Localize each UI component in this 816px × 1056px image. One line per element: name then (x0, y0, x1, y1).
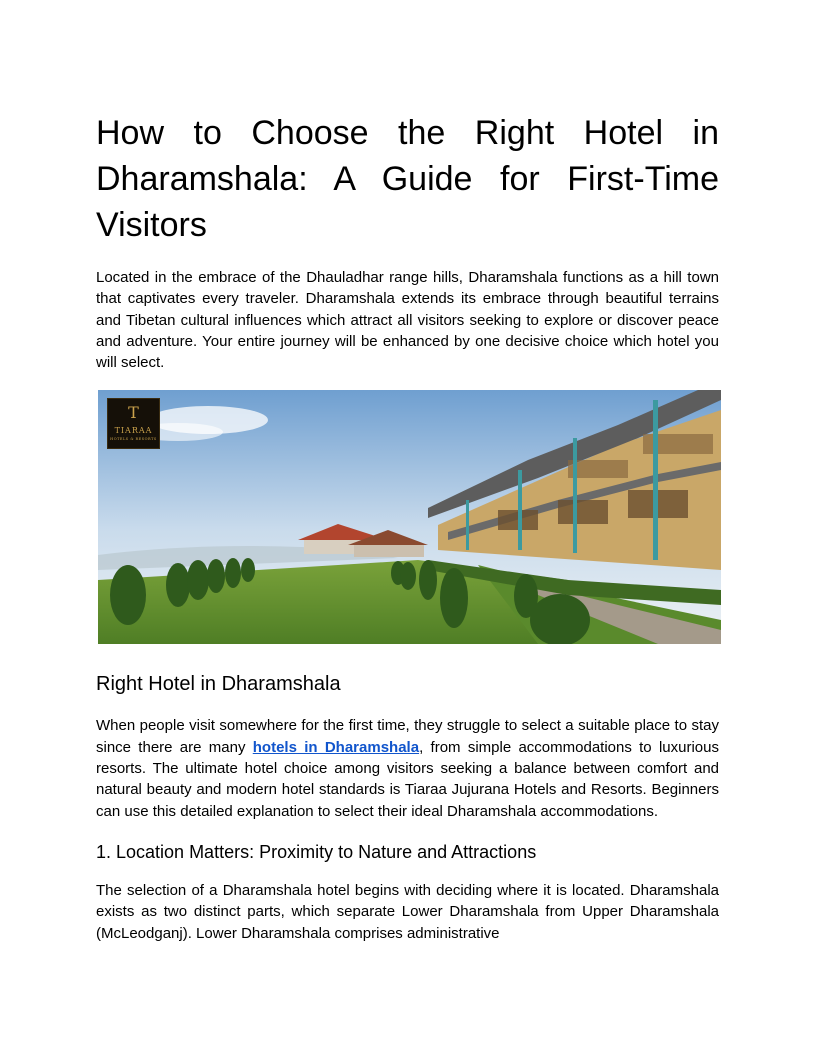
section-heading-right-hotel: Right Hotel in Dharamshala (96, 673, 341, 696)
hotels-in-dharamshala-link[interactable]: hotels in Dharamshala (252, 738, 420, 756)
section1-text-after-link: , from simple accommodations to luxurious resorts. The ultimate hotel choice among visitors seeking a balance between comfort and natural beauty and modern hotel standards is Tiaraa Jujurana Hotels and Resorts. Beginners can use this detailed explanation to select their ideal Dharamshala accommodations. (96, 738, 719, 820)
logo-mark: T (128, 403, 139, 423)
hotel-photo-image (98, 390, 721, 644)
logo-name: TIARAA (114, 426, 153, 436)
document-body (96, 110, 719, 944)
intro-paragraph: Located in the embrace of the Dhauladhar range hills, Dharamshala functions as a hill town that captivates every traveler. Dharamshala extends its embrace through beautiful terrains and Tibetan cultural influences which attract all visitors seeking to explore or discover peace and adventure. Your entire journey will be enhanced by one decisive choice which hotel you will select. (96, 269, 719, 372)
section-heading-location: 1. Location Matters: Proximity to Nature and Attractions (96, 841, 537, 862)
hotel-photo (98, 390, 721, 644)
section2-paragraph: The selection of a Dharamshala hotel begins with deciding where it is located. Dharamshala exists as two distinct parts, which separate Lower Dharamshala from Upper Dharamshala (McLeodganj). Lower Dharamshala comprises administrative (96, 881, 719, 942)
logo-subtitle: HOTELS & RESORTS (110, 437, 157, 442)
section1-text-before-link: When people visit somewhere for the first time, they struggle to select a suitable place to stay since there are many (96, 717, 719, 756)
section1-paragraph (96, 715, 719, 821)
tiaraa-logo (107, 398, 160, 449)
article-title: How to Choose the Right Hotel in Dharamshala: A Guide for First-Time Visitors (96, 114, 719, 244)
